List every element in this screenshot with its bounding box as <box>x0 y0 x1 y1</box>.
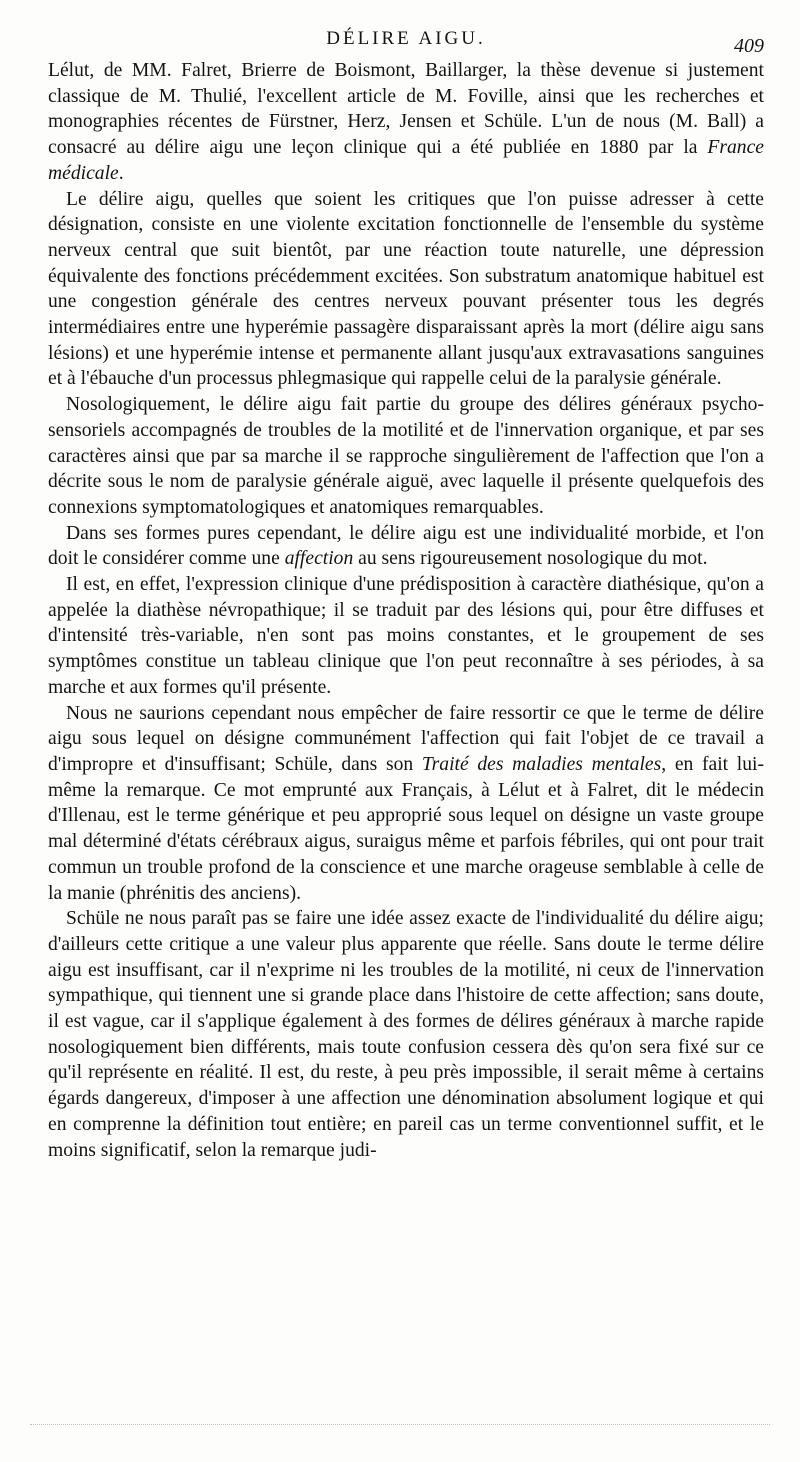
text-run: Il est, en effet, l'expression clinique d'une prédisposition à caractère diathésique, qu'on a appelée la diathèse névropathique; il se traduit par des lésions qui, pour être diffuses et d'intensité très-variable, n'en sont pas moins constantes, et le groupement de ses symptômes constitue un tableau clinique que l'on peut reconnaître à ses périodes, à sa marche et aux formes qu'il présente. <box>48 574 764 698</box>
paragraph <box>48 58 764 187</box>
page-number: 409 <box>734 35 764 57</box>
text-run: . <box>118 162 124 184</box>
text-run: au sens rigoureusement nosologique du mot. <box>353 548 708 570</box>
italic-phrase: affection <box>284 548 354 570</box>
paragraph <box>48 187 764 393</box>
text-run: Nosologiquement, le délire aigu fait partie du groupe des délires généraux psycho-sensoriels accompagnés de troubles de la motilité et de l'innervation organique, et par ses caractères ainsi que par sa marche il se rapproche singulièrement de l'affection que l'on a décrite sous le nom de paralysie générale aiguë, avec laquelle il présente quelquefois des connexions symptomatologiques et anatomiques remarquables. <box>48 394 764 518</box>
text-run: Schüle ne nous paraît pas se faire une idée assez exacte de l'individualité du délire aigu; d'ailleurs cette critique a une valeur plus apparente que réelle. Sans doute le terme délire aigu est insuffisant, car il n'exprime ni les troubles de la motilité, ni ceux de l'innervation sympathique, qui tiennent une si grande place dans l'histoire de cette affection; sans doute, il est vague, car il s'applique également à des formes de délires généraux à marche rapide nosologiquement bien différents, mais toute confusion cessera dès qu'on sera fixé sur ce qu'il représente en réalité. Il est, du reste, à peu près impossible, il serait même à certains égards dangereux, d'imposer à une affection une dénomination absolument logique et qui en comprenne la définition tout entière; en pareil cas un terme conventionnel suffit, et le moins significatif, selon la remarque judi- <box>48 908 764 1161</box>
paragraph <box>48 906 764 1163</box>
paragraph <box>48 521 764 572</box>
text-run: Dans ses formes pures cependant, le délire aigu est une individualité morbide, et l'on doit le considérer comme une <box>48 522 764 570</box>
bottom-scan-artifact <box>30 1424 770 1429</box>
running-head: DÉLIRE AIGU. <box>326 28 486 49</box>
paragraph <box>48 392 764 521</box>
text-run: Le délire aigu, quelles que soient les critiques que l'on puisse adresser à cette désignation, consiste en une violente excitation fonctionnelle de l'ensemble du système nerveux central que suit bientôt, par une réaction toute naturelle, une dépression équivalente des fonctions précédemment excitées. Son substratum anatomique habituel est une congestion générale des centres nerveux pouvant présenter tous les degrés intermédiaires entre une hyperémie passagère disparaissant après la mort (délire aigu sans lésions) et une hyperémie intense et permanente allant jusqu'aux extravasations sanguines et à l'ébauche d'un processus phlegmasique qui rappelle celui de la paralysie générale. <box>48 188 764 390</box>
italic-phrase: France médicale <box>48 137 764 184</box>
body-text <box>48 58 764 1163</box>
paragraph <box>48 572 764 701</box>
text-run: , en fait lui-même la remarque. Ce mot emprunté aux Français, à Lélut et à Falret, dit le médecin d'Illenau, est le terme générique et peu approprié sous lequel on désigne un vaste groupe mal déterminé d'états cérébraux aigus, suraigus même et parfois fébriles, qui ont pour trait commun un trouble profond de la conscience et une marche orageuse semblable à celle de la manie (phrénitis des anciens). <box>48 753 764 904</box>
paragraph <box>48 701 764 907</box>
text-run: Lélut, de MM. Falret, Brierre de Boismont, Baillarger, la thèse devenue si justement classique de M. Thulié, l'excellent article de M. Foville, ainsi que les recherches et monographies récentes de Fürstner, Herz, Jensen et Schüle. L'un de nous (M. Ball) a consacré au délire aigu une leçon clinique qui a été publiée en 1880 par la <box>48 60 764 159</box>
italic-phrase: Traité des maladies mentales <box>421 753 662 775</box>
page-header <box>48 22 764 56</box>
text-run: Nous ne saurions cependant nous empêcher de faire ressortir ce que le terme de délire aigu sous lequel on désigne communément l'affection qui fait l'objet de ce travail a d'impropre et d'insuffisant; Schüle, dans son <box>48 702 764 775</box>
